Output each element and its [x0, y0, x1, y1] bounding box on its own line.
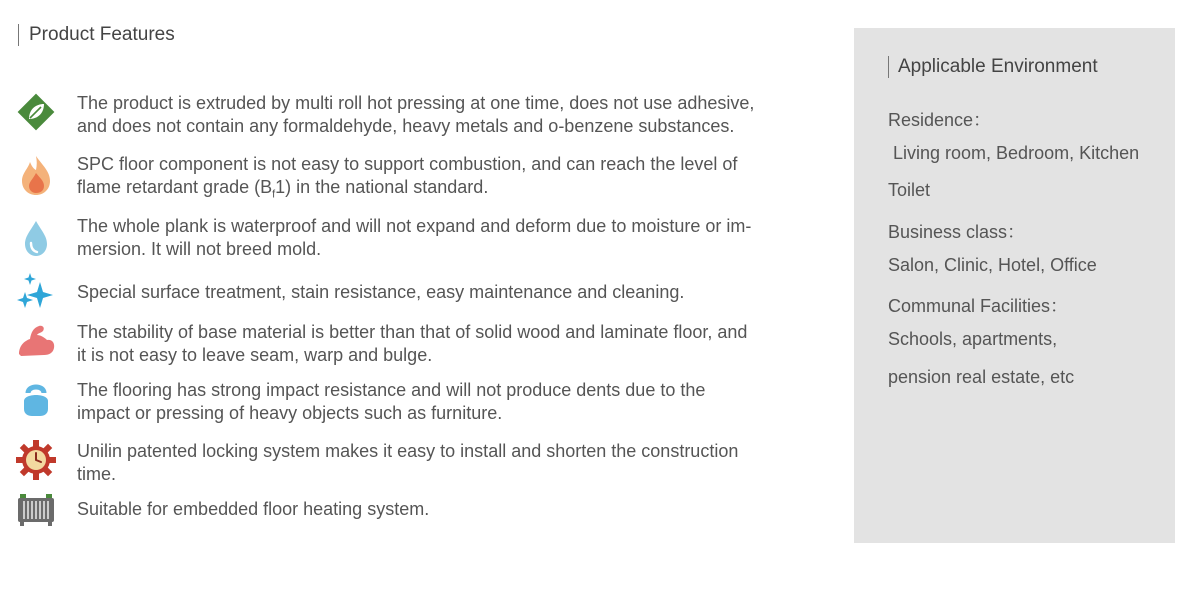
feature-line: The stability of base material is better than that of solid wood and laminate floor, and [77, 322, 748, 342]
feature-line-part: flame retardant grade (B [77, 177, 273, 197]
feature-text [77, 498, 807, 521]
feature-text [77, 321, 807, 367]
env-residence-toilet: Toilet [888, 180, 931, 200]
water-drop-icon [16, 215, 56, 255]
grade-subscript: f [272, 188, 276, 201]
feature-line: time. [77, 464, 117, 484]
feature-line: The whole plank is waterproof and will not expand and deform due to moisture or im- [77, 216, 752, 236]
feature-line: The flooring has strong impact resistance and will not produce dents due to the [77, 380, 706, 400]
gear-clock-icon [16, 440, 56, 480]
feature-line: Special surface treatment, stain resistance, easy maintenance and cleaning. [77, 282, 685, 302]
feature-line: it is not easy to leave seam, warp and bulge. [77, 345, 433, 365]
leaf-icon [16, 92, 56, 132]
radiator-icon [16, 493, 56, 533]
flame-icon [16, 153, 56, 193]
kettlebell-icon [16, 379, 56, 419]
env-category-business: Business class： [888, 222, 1026, 242]
feature-line: and does not contain any formaldehyde, heavy metals and o-benzene substances. [77, 116, 735, 136]
feature-line: Unilin patented locking system makes it easy to install and shorten the construction [77, 441, 739, 461]
feature-text [77, 215, 807, 261]
env-category-residence: Residence： [888, 110, 992, 130]
applicable-environment-panel [854, 28, 1175, 543]
feature-line [77, 176, 807, 207]
feature-line: impact or pressing of heavy objects such as furniture. [77, 403, 503, 423]
feature-text [77, 440, 807, 486]
env-category-communal: Communal Facilities： [888, 296, 1069, 316]
env-communal-more: pension real estate, etc [888, 367, 1075, 387]
feature-text [77, 281, 807, 304]
sparkles-icon [16, 272, 56, 312]
feature-text [77, 153, 807, 207]
env-business-places: Salon, Clinic, Hotel, Office [888, 255, 1097, 275]
feature-text [77, 379, 807, 425]
product-features-title: Product Features [18, 24, 175, 46]
feature-line: The product is extruded by multi roll hot pressing at one time, does not use adhesive, [77, 93, 755, 113]
feature-line: mersion. It will not breed mold. [77, 239, 322, 259]
feature-line: Suitable for embedded floor heating system. [77, 499, 430, 519]
panel-title: Applicable Environment [888, 56, 1098, 78]
feature-line-part: 1) in the national standard. [275, 177, 489, 197]
feature-text [77, 92, 807, 138]
flexed-arm-icon [16, 321, 56, 361]
feature-line: SPC floor component is not easy to support combustion, and can reach the level of [77, 154, 738, 174]
env-communal-places: Schools, apartments, [888, 329, 1058, 349]
env-residence-rooms: Living room, Bedroom, Kitchen [888, 143, 1140, 163]
